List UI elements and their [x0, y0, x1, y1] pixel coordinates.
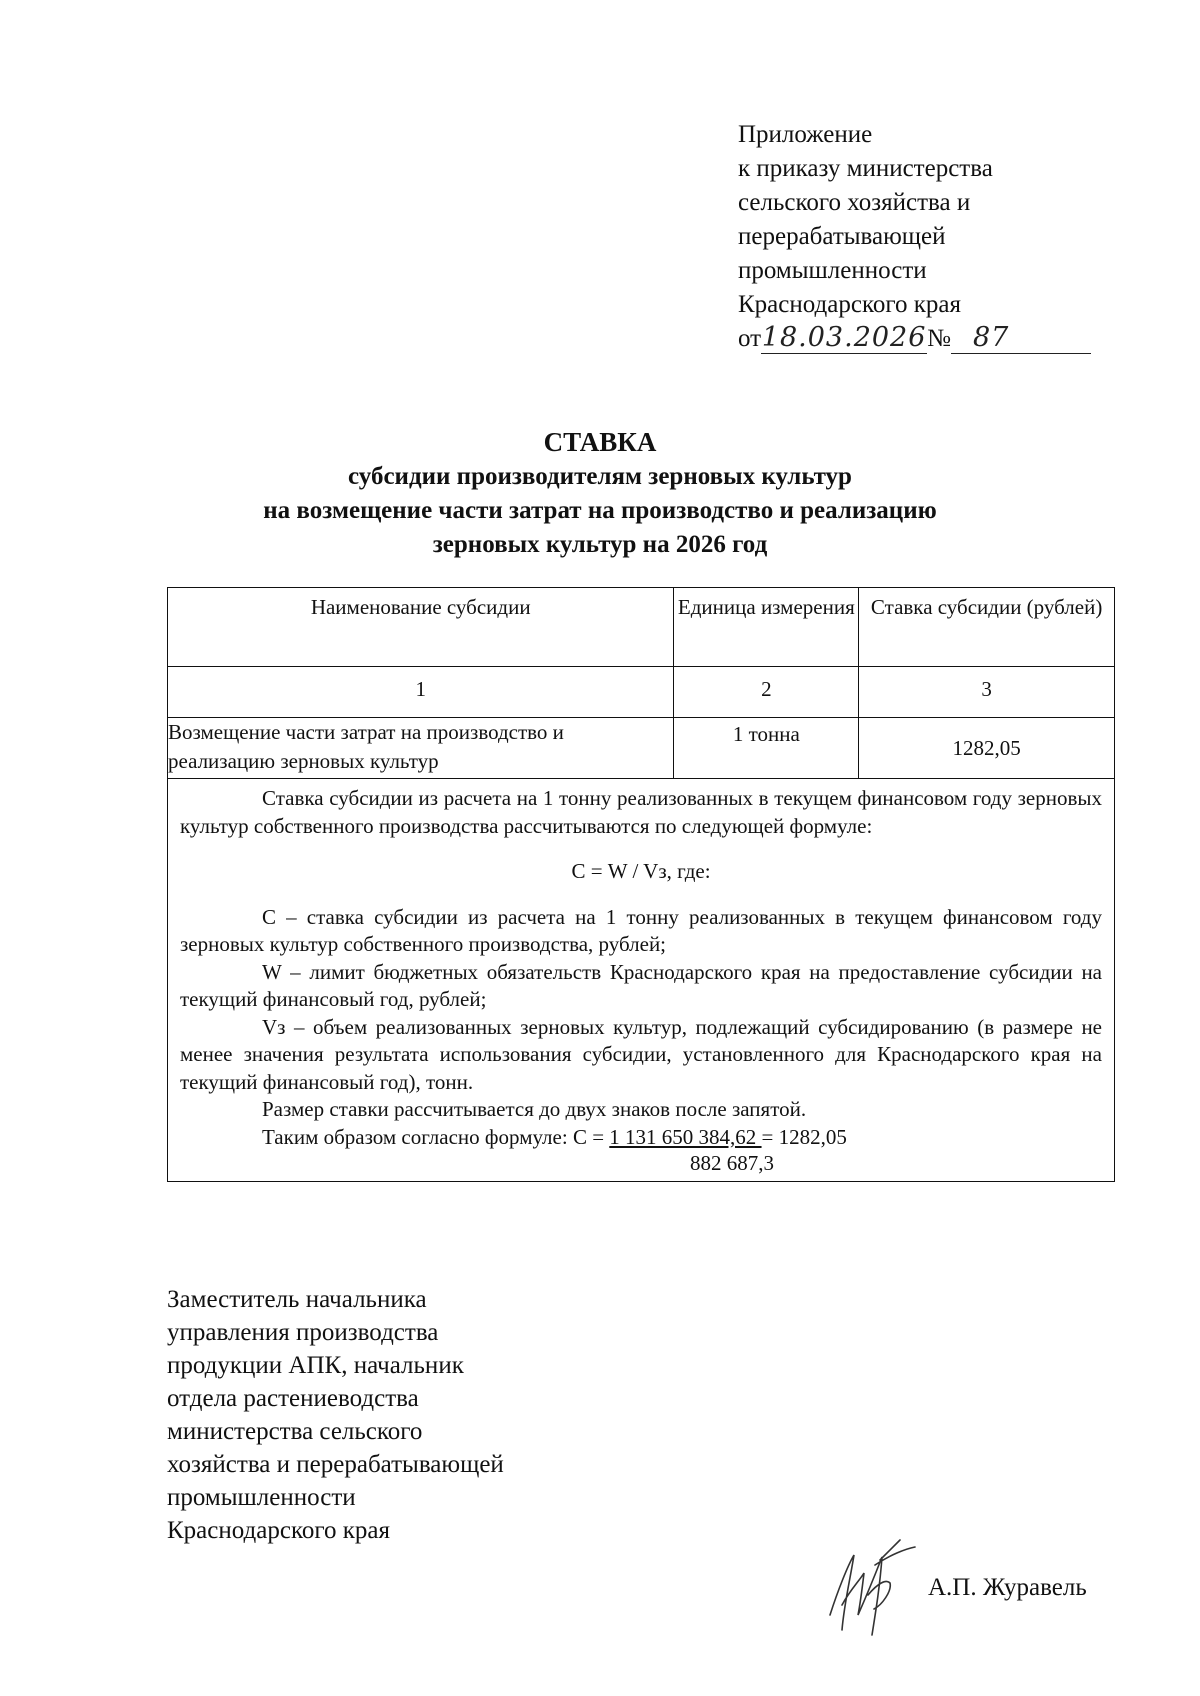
from-label: от: [738, 325, 762, 352]
calc-prefix: Таким образом согласно формуле: С =: [262, 1124, 610, 1149]
signatory-line: хозяйства и перерабатывающей: [167, 1451, 504, 1478]
signatory-name: А.П. Журавель: [928, 1574, 1087, 1601]
document-heading: [150, 424, 1050, 562]
heading-subtitle-2: на возмещение части затрат на производство и реализацию: [263, 497, 937, 524]
handwritten-signature: [820, 1535, 940, 1645]
table-number-row: [168, 667, 1115, 718]
appendix-line: Краснодарского края: [738, 291, 961, 318]
signatory-line: Краснодарского края: [167, 1517, 390, 1544]
order-date: 18.03.2026: [761, 322, 927, 353]
calc-denominator: 882 687,3: [690, 1151, 774, 1175]
appendix-line: Приложение: [738, 121, 873, 148]
order-reference: [738, 322, 1091, 356]
formula-cell: [168, 779, 1115, 1182]
order-number: 87: [951, 323, 1091, 354]
header-cell-rate: Ставка субсидии (рублей): [859, 588, 1115, 667]
header-cell-name: Наименование субсидии: [168, 588, 674, 667]
signatory-line: Заместитель начальника: [167, 1286, 427, 1313]
appendix-line: перерабатывающей: [738, 223, 946, 250]
column-number: 1: [168, 667, 674, 718]
definition-w: W – лимит бюджетных обязательств Краснодарского края на предоставление субсидии на текущий финансовый год, рублей;: [180, 959, 1102, 1011]
heading-title: СТАВКА: [543, 427, 657, 457]
subsidy-rate-table: [167, 587, 1115, 1182]
appendix-line: промышленности: [738, 257, 927, 284]
calc-result: = 1282,05: [761, 1124, 847, 1149]
signatory-line: промышленности: [167, 1484, 356, 1511]
heading-subtitle-3: зерновых культур на 2026 год: [432, 531, 768, 558]
rounding-note: Размер ставки рассчитывается до двух знаков после запятой.: [262, 1097, 807, 1121]
column-number: 2: [674, 667, 859, 718]
signatory-line: министерства сельского: [167, 1418, 423, 1445]
signatory-line: управления производства: [167, 1319, 439, 1346]
signatory-line: продукции АПК, начальник: [167, 1352, 464, 1379]
definition-c: С – ставка субсидии из расчета на 1 тонну реализованных в текущем финансовом году зерновых культур собственного производства, рублей;: [180, 904, 1102, 956]
formula-intro: Ставка субсидии из расчета на 1 тонну реализованных в текущем финансовом году зерновых культур собственного производства рассчитываются по следующей формуле:: [180, 786, 1102, 838]
subsidy-name: Возмещение части затрат на производство и реализацию зерновых культур: [168, 718, 674, 779]
calculation: [180, 1124, 1102, 1152]
number-label: №: [927, 325, 951, 352]
subsidy-rate: 1282,05: [859, 718, 1115, 779]
column-number: 3: [859, 667, 1115, 718]
formula: С = W / Vз, где:: [571, 859, 711, 883]
header-cell-unit: Единица измерения: [674, 588, 859, 667]
appendix-block: [738, 118, 1091, 356]
signatory-position: [167, 1283, 504, 1547]
formula-row: [168, 779, 1115, 1182]
table-row: [168, 718, 1115, 779]
table-header-row: [168, 588, 1115, 667]
signatory-line: отдела растениеводства: [167, 1385, 419, 1412]
calc-numerator: 1 131 650 384,62: [609, 1124, 762, 1149]
appendix-line: к приказу министерства: [738, 155, 993, 182]
subsidy-unit: 1 тонна: [674, 718, 859, 779]
definition-v: Vз – объем реализованных зерновых культур, подлежащий субсидированию (в размере не менее значения результата использования субсидии, установленного для Краснодарского края на текущий финансовый год), тонн.: [180, 1014, 1102, 1094]
heading-subtitle-1: субсидии производителям зерновых культур: [348, 463, 852, 490]
appendix-line: сельского хозяйства и: [738, 189, 971, 216]
